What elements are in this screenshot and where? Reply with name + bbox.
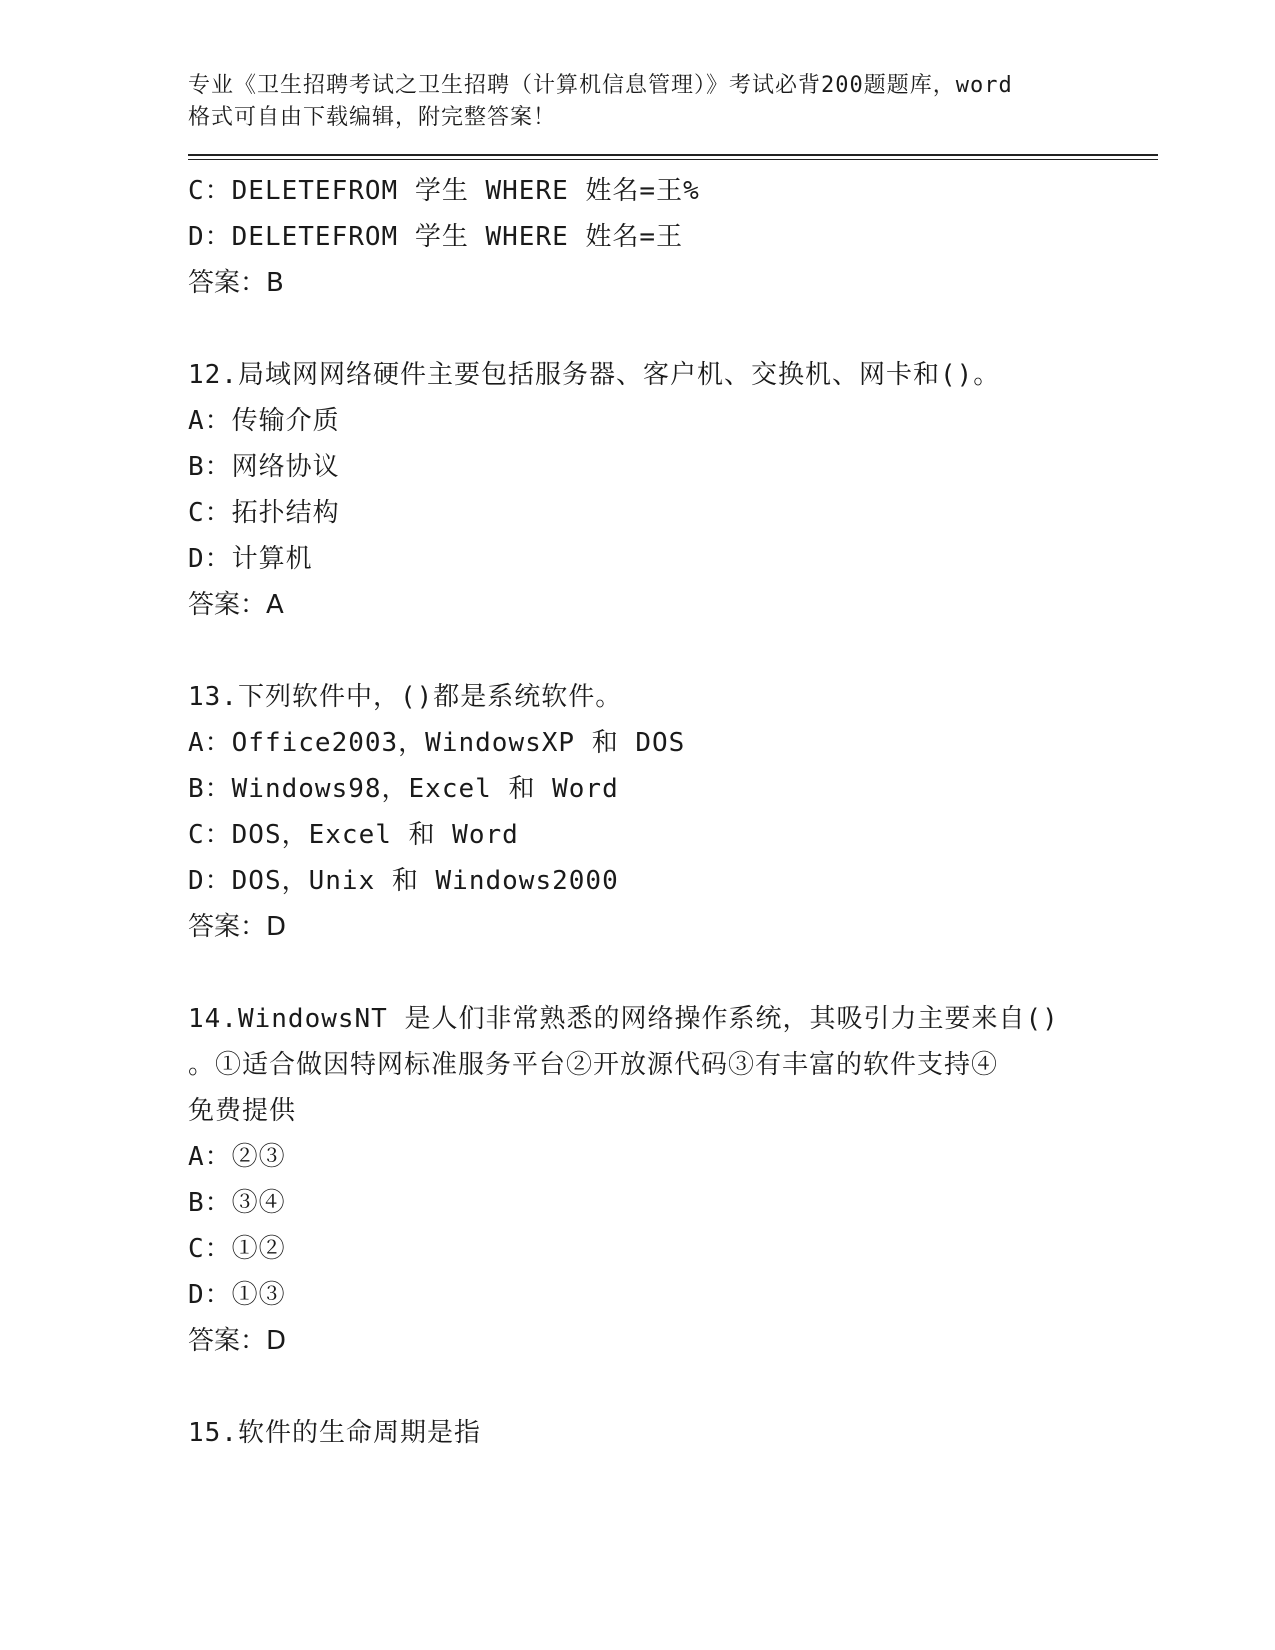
question-stem: 15.软件的生命周期是指 [188, 1418, 481, 1448]
option-d: D：DELETEFROM 学生 WHERE 姓名=王 [188, 222, 684, 252]
option-c: C：①② [188, 1234, 286, 1264]
option-b: B：③④ [188, 1188, 286, 1218]
answer: 答案：B [188, 268, 284, 298]
document-page [188, 70, 1158, 1456]
question-stem-line-2: 。①适合做因特网标准服务平台②开放源代码③有丰富的软件支持④ [188, 1050, 999, 1080]
question-13 [188, 674, 1158, 950]
question-15 [188, 1410, 1158, 1456]
option-c: C：拓扑结构 [188, 498, 340, 528]
answer: 答案：A [188, 590, 284, 620]
double-rule [188, 154, 1158, 160]
question-stem-line-1: 14.WindowsNT 是人们非常熟悉的网络操作系统，其吸引力主要来自() [188, 1004, 1059, 1034]
option-c: C：DELETEFROM 学生 WHERE 姓名=王% [188, 176, 700, 206]
header-line-1: 专业《卫生招聘考试之卫生招聘（计算机信息管理）》考试必背200题题库，word [188, 73, 1013, 98]
question-11-continued [188, 168, 1158, 306]
option-a: A：②③ [188, 1142, 286, 1172]
question-14 [188, 996, 1158, 1364]
document-header [188, 70, 1158, 134]
spacer [188, 628, 1158, 674]
option-a: A：Office2003，WindowsXP 和 DOS [188, 728, 686, 758]
option-b: B：网络协议 [188, 452, 340, 482]
spacer [188, 950, 1158, 996]
spacer [188, 306, 1158, 352]
question-12 [188, 352, 1158, 628]
option-b: B：Windows98，Excel 和 Word [188, 774, 619, 804]
spacer [188, 1364, 1158, 1410]
option-d: D：DOS，Unix 和 Windows2000 [188, 866, 619, 896]
question-stem-line-3: 免费提供 [188, 1096, 297, 1126]
answer: 答案：D [188, 1326, 287, 1356]
answer: 答案：D [188, 912, 287, 942]
header-divider [188, 154, 1158, 160]
option-d: D：①③ [188, 1280, 286, 1310]
header-line-2: 格式可自由下载编辑，附完整答案！ [188, 105, 557, 130]
question-stem: 13.下列软件中，()都是系统软件。 [188, 682, 623, 712]
option-d: D：计算机 [188, 544, 313, 574]
option-c: C：DOS，Excel 和 Word [188, 820, 519, 850]
option-a: A：传输介质 [188, 406, 340, 436]
question-stem: 12.局域网网络硬件主要包括服务器、客户机、交换机、网卡和()。 [188, 360, 1001, 390]
